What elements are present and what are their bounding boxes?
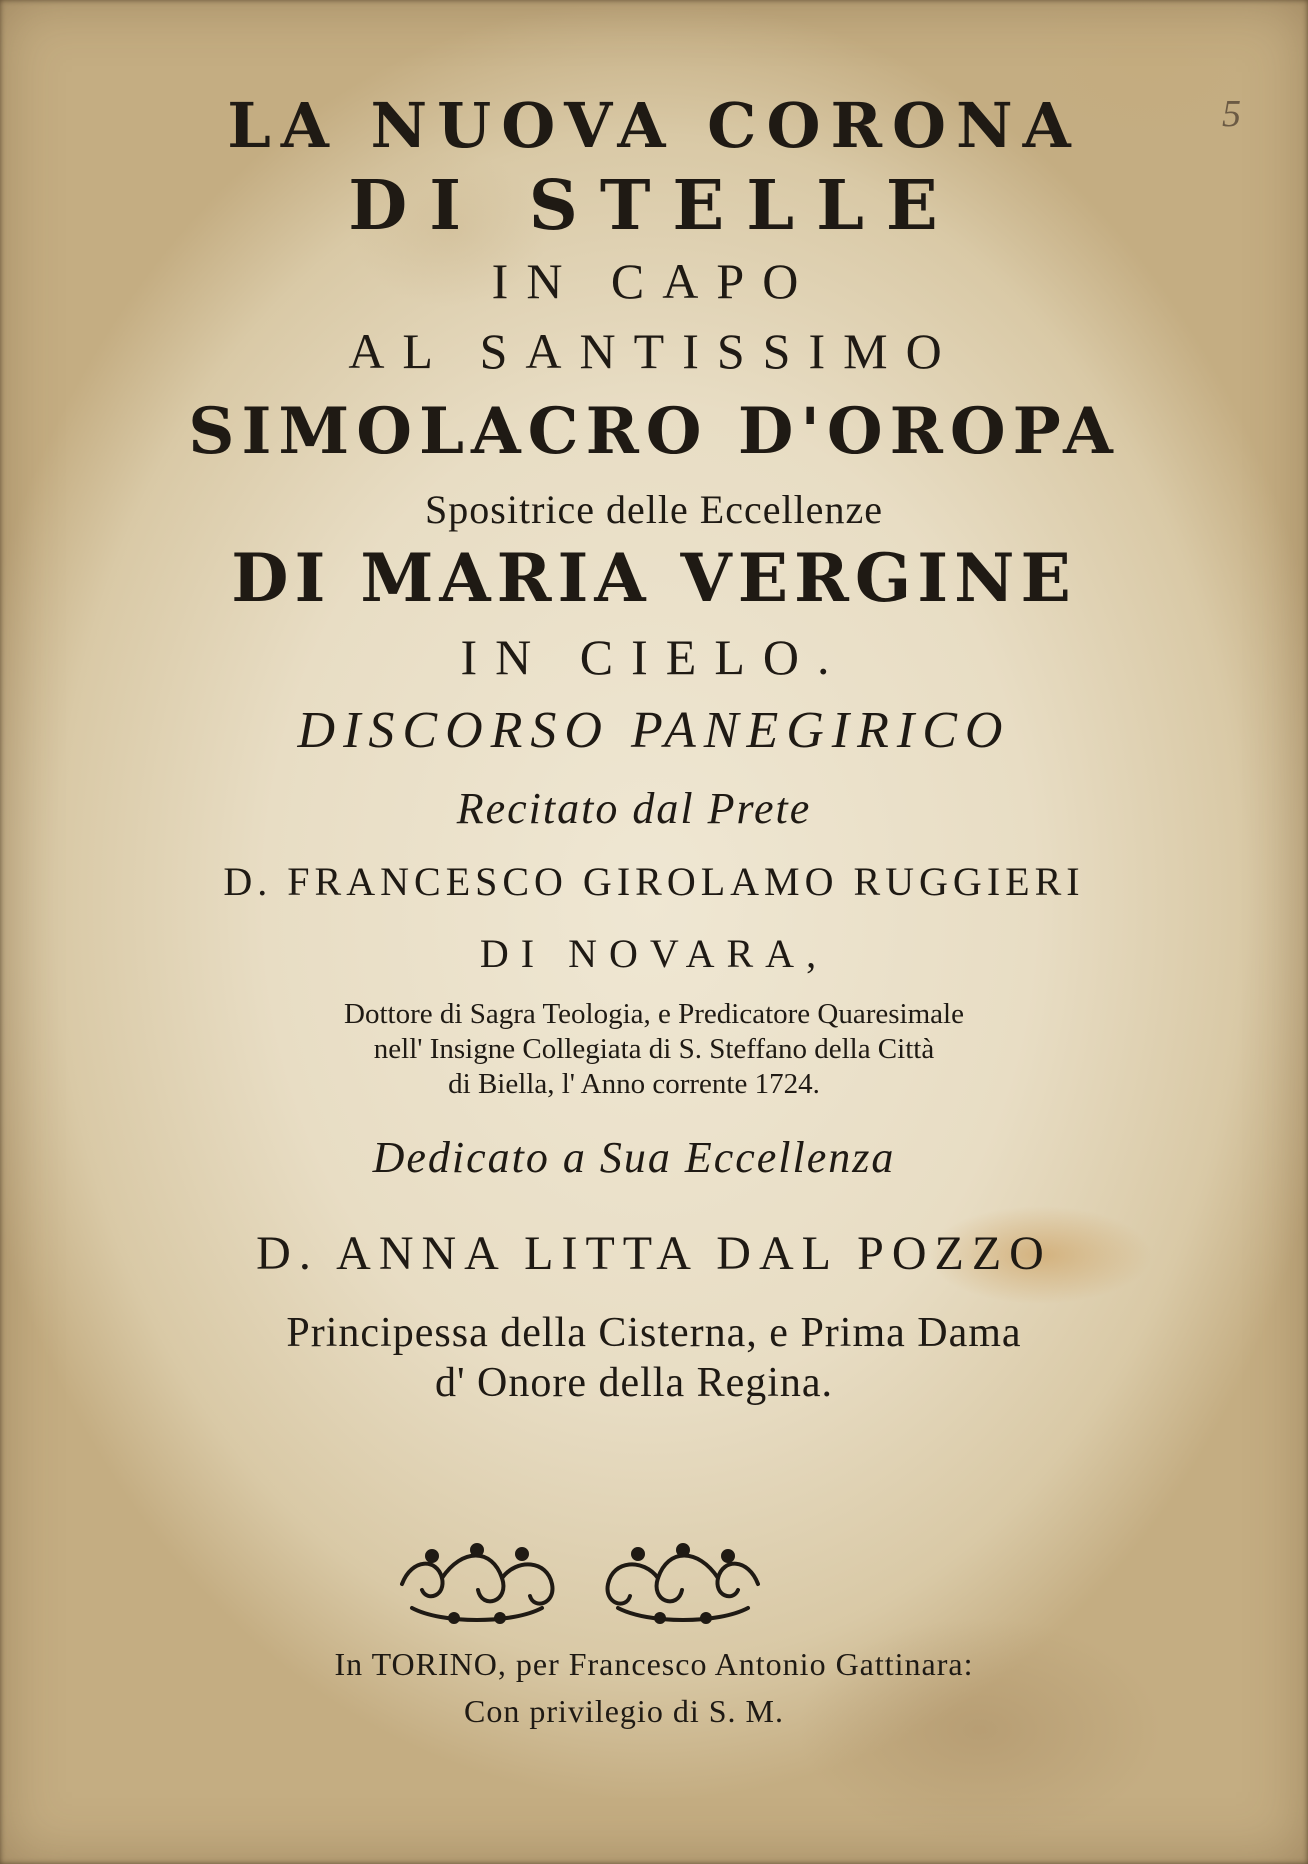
author-description-line-2: nell' Insigne Collegiata di S. Steffano della Città xyxy=(373,1033,935,1065)
imprint-line-1: In TORINO, per Francesco Antonio Gattinara: xyxy=(334,1646,974,1682)
genre-heading: DISCORSO PANEGIRICO xyxy=(297,702,1011,759)
title-line-2: DI STELLE xyxy=(348,166,960,246)
recited-by: Recitato dal Prete xyxy=(456,784,812,833)
scroll-ornament-left xyxy=(392,1538,562,1630)
title-line-5: SIMOLACRO D'OROPA xyxy=(188,394,1120,469)
scroll-ornament-right xyxy=(598,1538,768,1630)
author-name: D. FRANCESCO GIROLAMO RUGGIERI xyxy=(223,859,1085,904)
title-line-6: Spositrice delle Eccellenze xyxy=(425,487,883,532)
author-origin: DI NOVARA, xyxy=(479,931,829,976)
dedicatee-title-line-2: d' Onore della Regina. xyxy=(434,1360,834,1406)
dedicatee-title-line-1: Principessa della Cisterna, e Prima Dama xyxy=(286,1310,1022,1356)
title-line-7: DI MARIA VERGINE xyxy=(231,539,1077,617)
title-line-4: AL SANTISSIMO xyxy=(348,323,960,379)
title-line-1: LA NUOVA CORONA xyxy=(227,89,1081,162)
dedication-line: Dedicato a Sua Eccellenza xyxy=(372,1133,896,1182)
title-line-8: IN CIELO. xyxy=(460,629,848,685)
dedicatee-name: D. ANNA LITTA DAL POZZO xyxy=(256,1227,1052,1280)
title-line-3: IN CAPO xyxy=(491,253,817,309)
author-description-line-1: Dottore di Sagra Teologia, e Predicatore Quaresimale xyxy=(344,998,964,1030)
author-description-line-3: di Biella, l' Anno corrente 1724. xyxy=(448,1068,820,1100)
imprint-line-2: Con privilegio di S. M. xyxy=(464,1693,784,1729)
margin-note: 5 xyxy=(1222,93,1241,135)
